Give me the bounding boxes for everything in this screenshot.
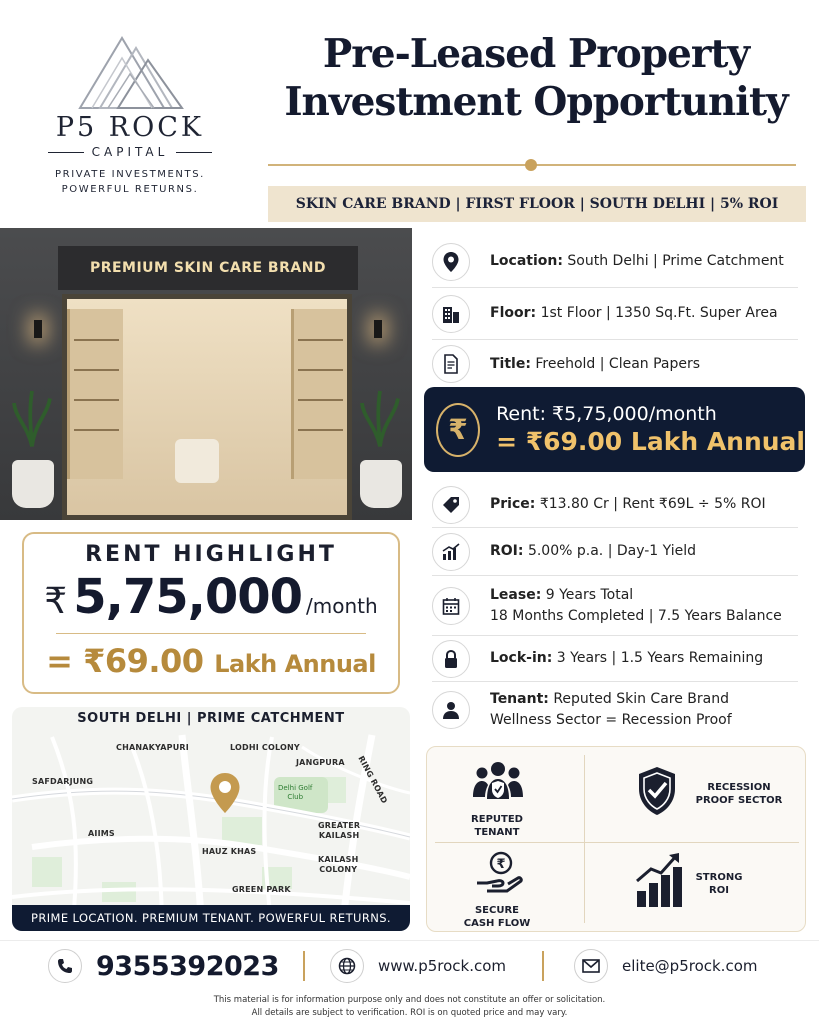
map-title: SOUTH DELHI | PRIME CATCHMENT [77,711,345,726]
brand-tagline-2: POWERFUL RETURNS. [61,184,199,195]
divider [56,633,366,634]
divider [48,152,84,153]
map-label-aiims: AIIMS [88,829,115,838]
plant-pot-left [12,460,54,508]
annual-rent [24,642,398,680]
map-label-hauz-khas: HAUZ KHAS [202,847,257,856]
rent-highlight-amount [24,569,398,625]
feature-tenant [432,682,798,738]
feature-label: Floor: [490,305,537,321]
calendar-icon [432,587,470,625]
brand-logo [20,18,240,208]
benefit-label: REPUTED [471,814,523,825]
feature-value: 1st Floor | 1350 Sq.Ft. Super Area [540,305,778,321]
location-map [12,707,410,931]
feature-list-bottom [432,482,798,738]
lock-icon [432,640,470,678]
store-sign: PREMIUM SKIN CARE BRAND [58,246,358,290]
monthly-rent-unit: /month [306,594,378,618]
document-icon [432,345,470,383]
website-link[interactable]: www.p5rock.com [378,957,507,975]
email-link[interactable]: elite@p5rock.com [622,957,758,975]
map-label-kc-2: COLONY [319,865,358,874]
page-title-line-1: Pre-Leased Property [322,31,750,77]
divider [435,842,799,843]
annual-rent-unit: Lakh Annual [214,650,376,678]
benefit-label: STRONG [695,872,743,883]
shelf-left [67,309,123,479]
feature-label: ROI: [490,543,524,559]
plant-left-icon [6,388,58,448]
contact-website[interactable] [330,949,506,983]
wall-lamp-right [374,320,382,338]
display-counter [175,439,219,483]
disclaimer [0,994,819,1020]
feature-price [432,482,798,528]
brand-name: P5 ROCK [55,112,205,143]
location-pin-icon [432,243,470,281]
globe-icon [330,949,364,983]
feature-title [432,340,798,388]
contact-bar [0,940,819,990]
tag-bar: SKIN CARE BRAND | FIRST FLOOR | SOUTH DELHI | 5% ROI [268,186,806,222]
group-people-icon [471,759,525,805]
feature-value: Reputed Skin Care Brand [553,691,729,707]
map-label-kailash-colony [318,855,359,875]
map-label-green-park: GREEN PARK [232,885,291,894]
map-label-gk-1: GREATER [318,821,361,830]
feature-value: 5.00% p.a. | Day-1 Yield [527,543,697,559]
map-footer-banner: PRIME LOCATION. PREMIUM TENANT. POWERFUL RETURNS. [12,905,410,931]
feature-label: Location: [490,253,563,269]
svg-text:₹: ₹ [496,857,506,872]
rent-summary-box [424,387,805,472]
map-label-jangpura: JANGPURA [296,758,345,767]
storefront-image [0,228,412,520]
annual-rent-value: = ₹69.00 [46,642,204,680]
map-label-chanakyapuri: CHANAKYAPURI [116,743,189,752]
bar-chart-icon [432,533,470,571]
feature-floor [432,288,798,340]
divider [542,951,544,981]
feature-location [432,236,798,288]
feature-lockin [432,636,798,682]
benefit-strong-roi [679,871,759,897]
phone-number[interactable]: 9355392023 [96,950,279,982]
map-label-lodhi-colony: LODHI COLONY [230,743,300,752]
store-entrance [62,294,352,520]
map-roads [12,707,410,931]
map-label-kc-1: KAILASH [318,855,359,864]
person-icon [432,691,470,729]
brand-tagline [20,167,240,197]
brand-sub: CAPITAL [91,145,169,159]
shelf-right [291,309,347,479]
rupee-icon: ₹ [436,403,480,457]
feature-value-2: Wellness Sector = Recession Proof [490,712,732,728]
feature-label: Title: [490,355,531,372]
feature-label: Price: [490,496,536,512]
rupee-symbol: ₹ [44,581,68,622]
benefits-grid [426,746,806,932]
page-title-line-2: Investment Opportunity [284,79,788,125]
feature-label: Lock-in: [490,650,553,666]
map-label-safdarjung: SAFDARJUNG [32,777,94,786]
divider [303,951,305,981]
feature-value: 9 Years Total [545,586,634,603]
mountain-logo-icon [70,22,190,110]
hand-rupee-icon [475,851,525,897]
growth-chart-icon [633,851,683,909]
feature-label: Lease: [490,586,542,603]
disclaimer-line-2: All details are subject to verification. ROI is on quoted price and may vary. [251,1008,568,1018]
feature-value: 3 Years | 1.5 Years Remaining [556,650,764,666]
benefit-label: ROI [709,885,729,896]
feature-value: South Delhi | Prime Catchment [567,253,784,269]
mail-icon [574,949,608,983]
map-label-golf-club [278,784,312,802]
phone-icon [48,949,82,983]
benefit-label: SECURE [474,905,520,916]
wall-lamp-left [34,320,42,338]
feature-list-top [432,236,798,388]
feature-roi [432,528,798,576]
disclaimer-line-1: This material is for information purpose only and does not constitute an offer or solicitation. [213,995,606,1005]
map-label-greater-kailash [318,821,360,841]
benefit-label: PROOF SECTOR [695,795,783,806]
rent-monthly: Rent: ₹5,75,000/month [496,403,717,425]
shield-check-icon [635,765,679,817]
benefit-reputed-tenant [447,813,547,839]
benefit-label: TENANT [474,827,520,838]
feature-value-2: 18 Months Completed | 7.5 Years Balance [490,607,782,624]
plant-right-icon [354,388,406,448]
contact-email[interactable] [574,949,758,983]
contact-phone[interactable] [48,949,279,983]
rent-highlight-title: RENT HIGHLIGHT [85,542,337,567]
brand-sub-row [20,145,240,159]
benefit-label: CASH FLOW [463,918,531,929]
benefit-recession-proof [679,781,799,807]
rent-annual: = ₹69.00 Lakh Annual [496,427,805,456]
feature-value: Freehold | Clean Papers [535,355,701,372]
feature-value: ₹13.80 Cr | Rent ₹69L ÷ 5% ROI [539,496,766,512]
map-label-golf-2: Club [287,793,304,801]
monthly-rent-value: 5,75,000 [73,569,303,625]
map-label-golf-1: Delhi Golf [278,784,313,792]
map-pin-icon [208,771,242,815]
benefit-secure-cash-flow [447,904,547,930]
plant-pot-right [360,460,402,508]
divider [584,755,585,923]
feature-label: Tenant: [490,691,549,707]
divider [176,152,212,153]
map-label-gk-2: KAILASH [318,831,360,840]
benefit-label: RECESSION [707,782,771,793]
rent-highlight-card [22,532,400,694]
brand-tagline-1: PRIVATE INVESTMENTS. [55,169,205,180]
price-tag-icon [432,486,470,524]
feature-lease [432,576,798,636]
page-title [262,30,810,126]
building-icon [432,295,470,333]
map-label-ring-road: RING ROAD [356,754,390,806]
gold-dot [525,159,537,171]
